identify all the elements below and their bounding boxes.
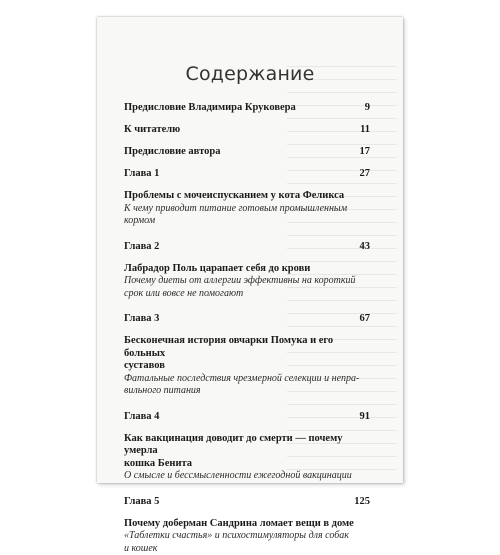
chapter-label: Глава 5 [124,495,159,508]
chapter-title: Проблемы с мочеиспусканием у кота Феликса [124,190,370,203]
entry-label: Предисловие Владимира Круковера [124,101,296,114]
page-number: 9 [365,101,370,114]
toc-chapter-2 [124,240,370,253]
page-number: 27 [360,167,371,180]
toc-chapter-5 [124,495,370,508]
chapter-title-line: Как вакцинация доводит до смерти — почему умерла [124,433,370,458]
chapter-title: Почему доберман Сандрина ломает вещи в доме [124,518,370,531]
toc-chapter-4 [124,410,370,423]
entry-label: К читателю [124,123,180,136]
chapter-label: Глава 1 [124,167,159,180]
chapter-subtitle-line: вильного питания [124,385,370,398]
chapter-title-line: Бесконечная история овчарки Помука и его больных [124,335,370,360]
page-number: 67 [360,312,371,325]
chapter-subtitle-line: О смысле и бессмысленности ежегодной вакцинации [124,470,370,483]
toc-chapter-3 [124,312,370,325]
toc-entry-author-foreword [124,145,370,158]
page-number: 17 [360,145,371,158]
entry-label: Предисловие автора [124,145,220,158]
chapter-label: Глава 3 [124,312,159,325]
chapter-subtitle-line: Почему диеты от аллергии эффективны на короткий [124,275,370,288]
toc-chapter-1 [124,167,370,180]
chapter-title: Лабрадор Поль царапает себя до крови [124,263,370,276]
page-number: 125 [354,495,370,508]
toc-entry-to-reader [124,123,370,136]
page-number: 11 [360,123,370,136]
page-number: 43 [360,240,371,253]
toc-entry-foreword-krukover [124,101,370,114]
chapter-subtitle-line: Фатальные последствия чрезмерной селекции и непра- [124,373,370,386]
chapter-title-line: суставов [124,360,370,373]
chapter-label: Глава 4 [124,410,159,423]
table-of-contents [124,101,370,555]
chapter-title-line: кошка Бенита [124,458,370,471]
page-title: Содержание [97,63,403,85]
chapter-subtitle-line: срок или вовсе не помогают [124,288,370,301]
chapter-subtitle-line: «Таблетки счастья» и психостимуляторы для собак [124,530,370,543]
chapter-subtitle-line: кормом [124,215,370,228]
chapter-subtitle-line: К чему приводит питание готовым промышленным [124,203,370,216]
page-number: 91 [360,410,371,423]
chapter-label: Глава 2 [124,240,159,253]
chapter-subtitle-line: и кошек [124,543,370,555]
book-page [97,17,403,483]
